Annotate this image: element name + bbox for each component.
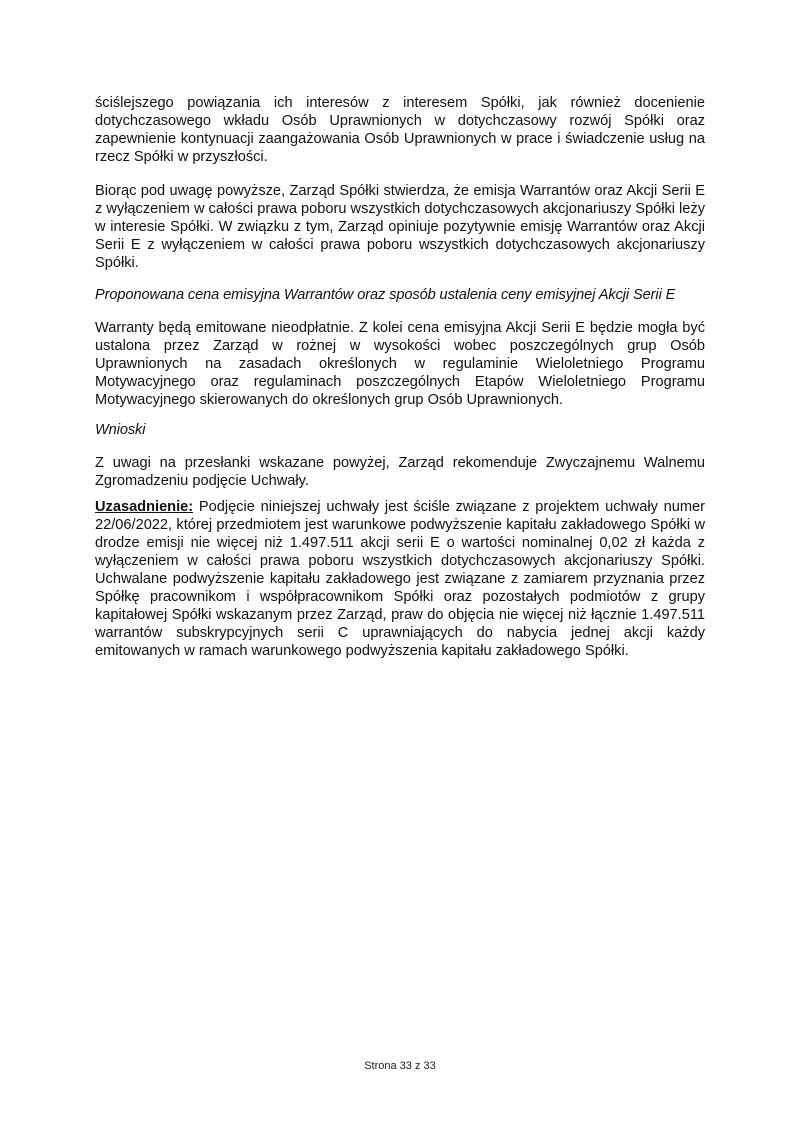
paragraph-issue-price: Warranty będą emitowane nieodpłatnie. Z kolei cena emisyjna Akcji Serii E będzie mogła być ustalona przez Zarząd w rożnej w wysokości wobec poszczególnych grup Osób Uprawnionych na zasadach określonych w regulaminie Wieloletniego Programu Motywacyjnego oraz regulaminach poszczególnych Etapów Wieloletniego Programu Motywacyjnego skierowanych do określonych grup Osób Uprawnionych. xyxy=(95,320,705,408)
paragraph-justification xyxy=(95,498,705,660)
paragraph-board-statement: Biorąc pod uwagę powyższe, Zarząd Spółki stwierdza, że emisja Warrantów oraz Akcji Serii E z wyłączeniem w całości prawa poboru wszystkich dotychczasowych akcjonariuszy Spółki leży w interesie Spółki. W związku z tym, Zarząd opiniuje pozytywnie emisję Warrantów oraz Akcji Serii E z wyłączeniem w całości prawa poboru wszystkich dotychczasowych akcjonariuszy Spółki. xyxy=(95,183,705,271)
justification-label: Uzasadnienie: xyxy=(95,499,194,515)
justification-text: Podjęcie niniejszej uchwały jest ściśle związane z projektem uchwały numer 22/06/2022, której przedmiotem jest warunkowe podwyższenie kapitału zakładowego Spółki w drodze emisji nie więcej niż 1.497.511 akcji serii E o wartości nominalnej 0,02 zł każda z wyłączeniem w całości prawa poboru wszystkich dotychczasowych akcjonariuszy Spółki. Uchwalane podwyższenie kapitału zakładowego jest związane z zamiarem przyznania przez Spółkę pracownikom i współpracownikom Spółki oraz pozostałych podmiotów z grupy kapitałowej Spółki wskazanym przez Zarząd, praw do objęcia nie więcej niż łącznie 1.497.511 warrantów subskrypcyjnych serii C uprawniających do nabycia jednej akcji każdy emitowanych w ramach warunkowego podwyższenia kapitału zakładowego Spółki. xyxy=(95,499,705,659)
page-footer xyxy=(0,1060,800,1072)
section-heading-conclusions: Wnioski xyxy=(95,422,146,438)
paragraph-conclusions: Z uwagi na przesłanki wskazane powyżej, Zarząd rekomenduje Zwyczajnemu Walnemu Zgromadzeniu podjęcie Uchwały. xyxy=(95,455,705,489)
page-number: Strona 33 z 33 xyxy=(364,1060,436,1072)
section-heading-issue-price: Proponowana cena emisyjna Warrantów oraz sposób ustalenia ceny emisyjnej Akcji Serii E xyxy=(95,287,676,303)
document-page xyxy=(95,94,705,660)
paragraph-interests: ściślejszego powiązania ich interesów z interesem Spółki, jak również docenienie dotychczasowego wkładu Osób Uprawnionych w dotychczasowy rozwój Spółki oraz zapewnienie kontynuacji zaangażowania Osób Uprawnionych w prace i świadczenie usług na rzecz Spółki w przyszłości. xyxy=(95,95,705,165)
